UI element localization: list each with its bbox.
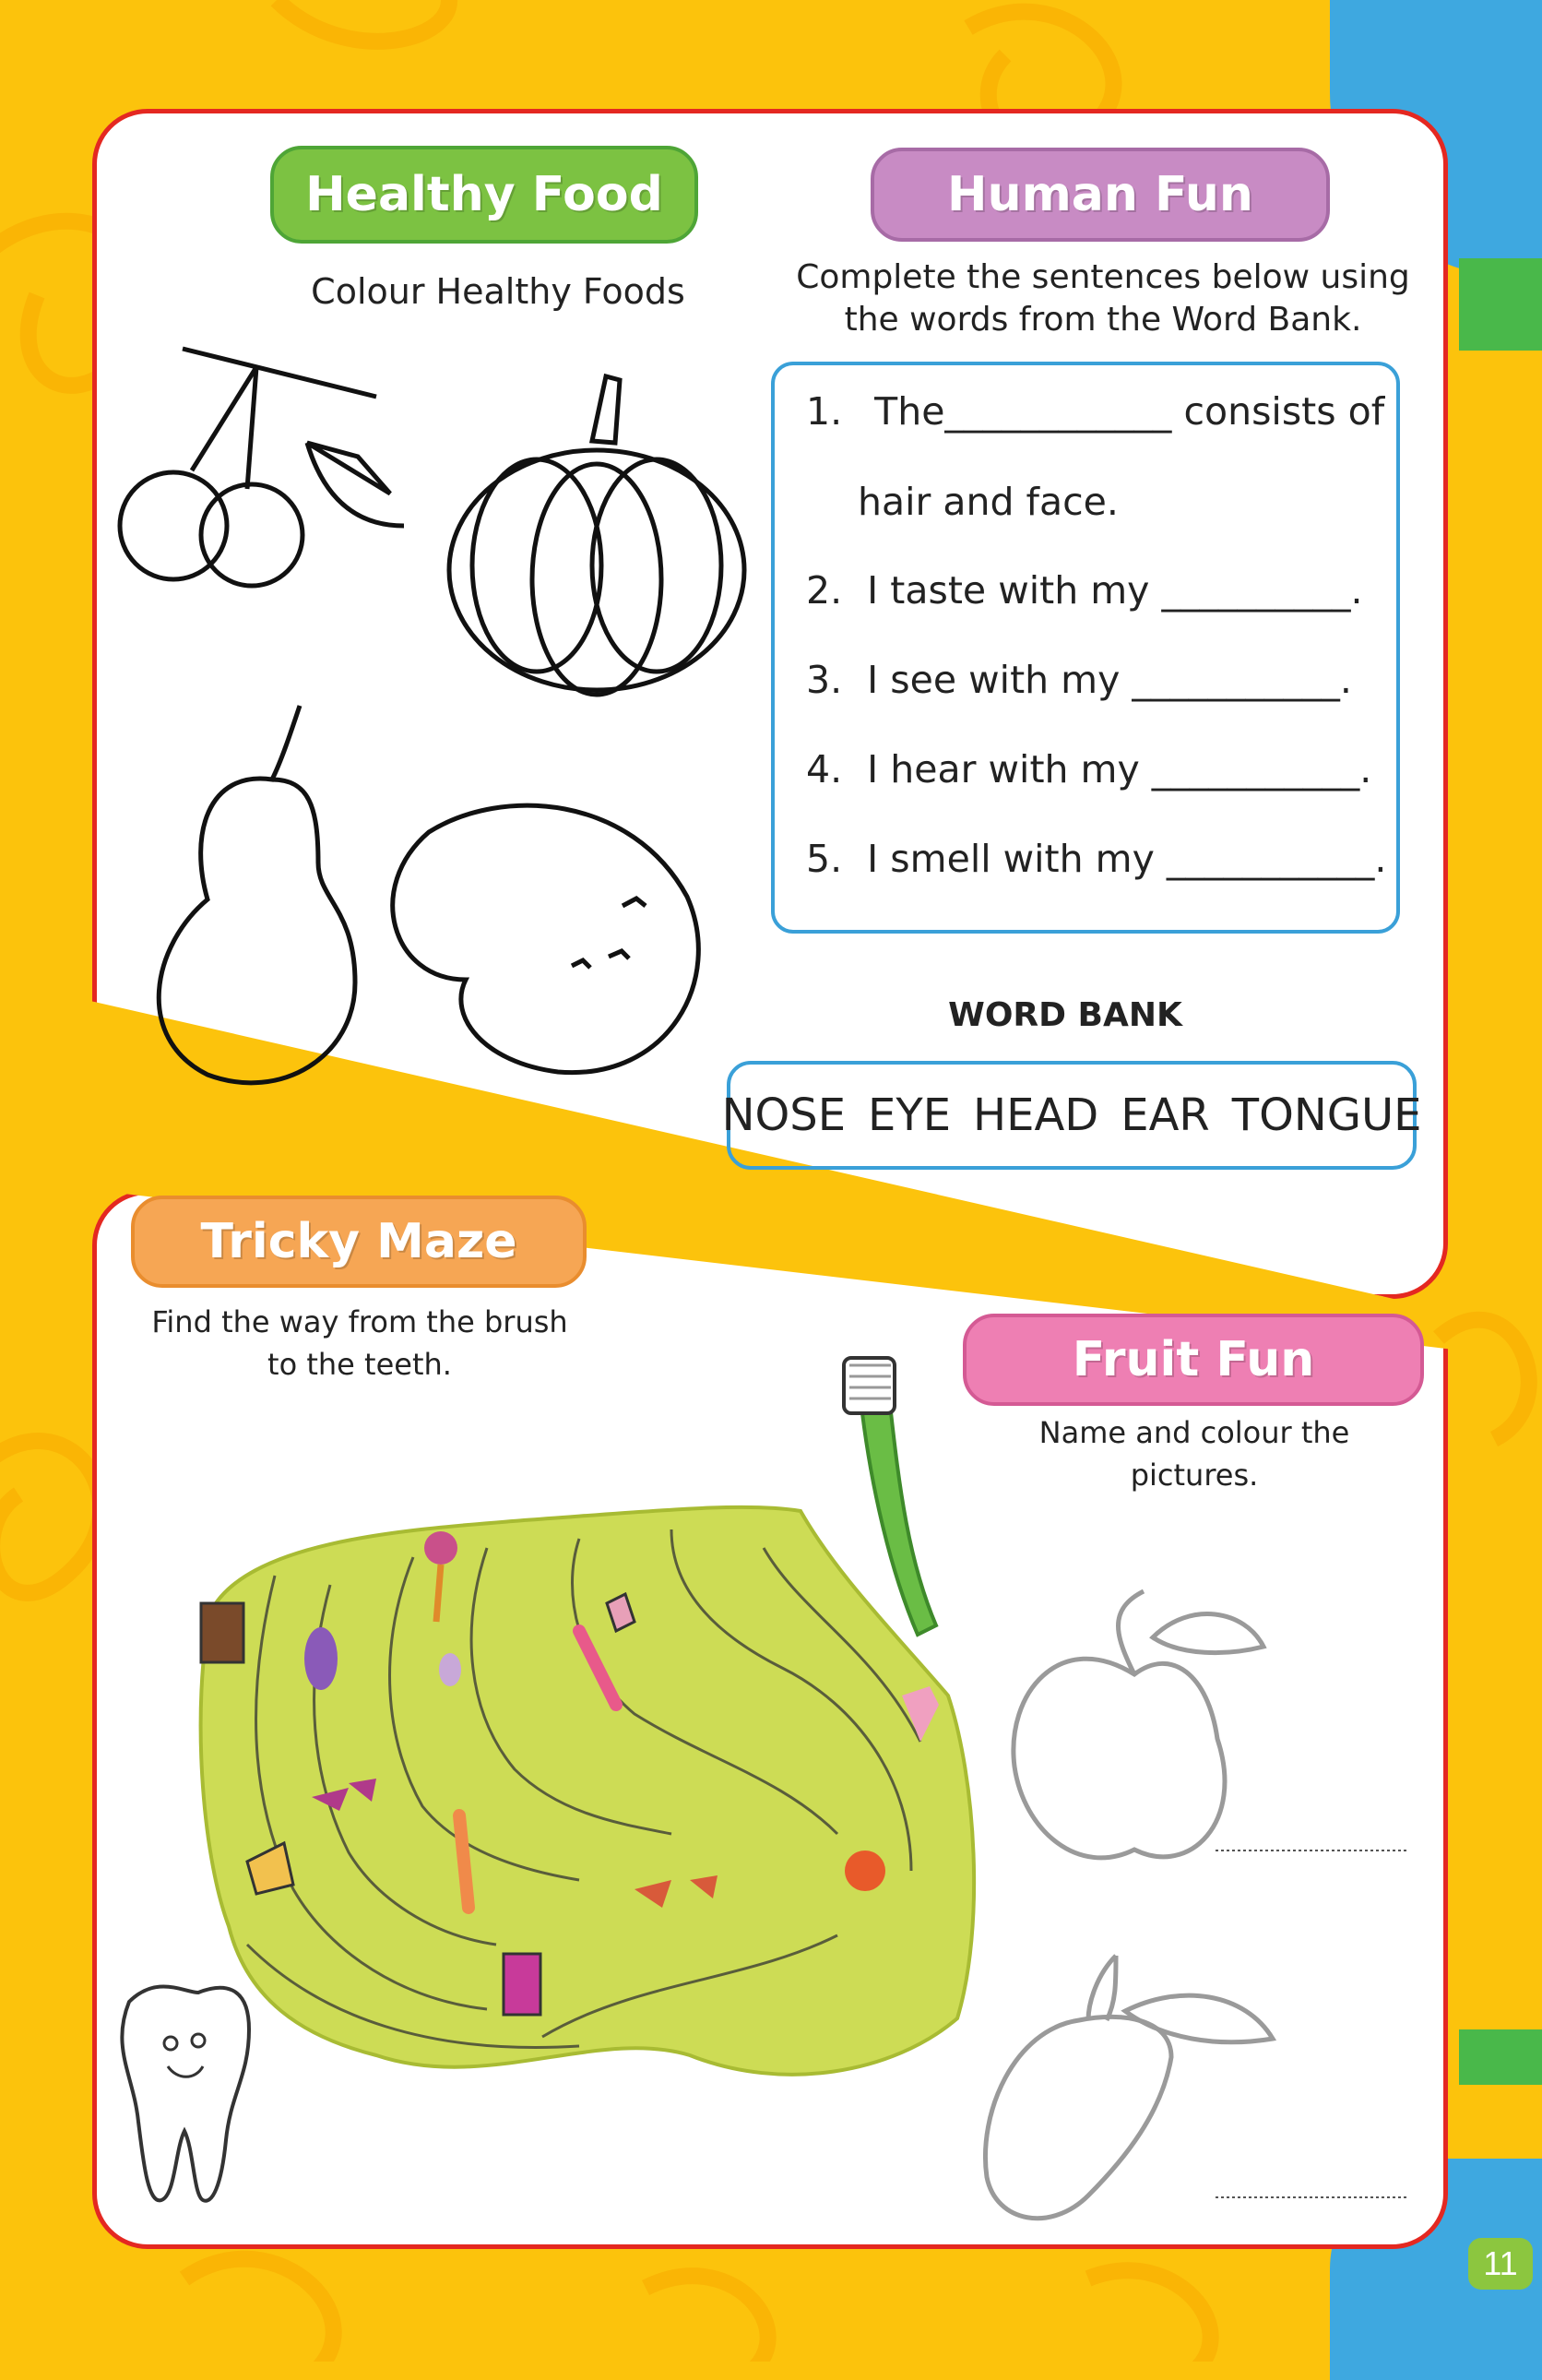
healthy-food-title: Healthy Food — [270, 146, 698, 244]
tricky-maze-instruction-line2: to the teeth. — [267, 1347, 452, 1382]
mango-drawing — [978, 1928, 1282, 2232]
corner-green-strip-bottom — [1459, 2029, 1542, 2085]
word-bank-title: WORD BANK — [948, 996, 1182, 1034]
sentence-number: 3. — [806, 658, 843, 702]
answer-line-mango — [1216, 2196, 1409, 2199]
potato-drawing — [374, 795, 715, 1090]
fruit-fun-instruction-line1: Name and colour the — [1038, 1415, 1350, 1450]
sentence-3 — [806, 658, 1352, 702]
tricky-maze-instruction-line1: Find the way from the brush — [151, 1304, 568, 1339]
answer-line-apple — [1216, 1849, 1409, 1852]
pear-drawing — [134, 706, 374, 1093]
word-bank-item: NOSE — [721, 1089, 847, 1141]
cherries-drawing — [109, 341, 422, 600]
fruit-fun-title: Fruit Fun — [963, 1314, 1424, 1406]
sentence-4 — [806, 747, 1371, 791]
word-bank-item: HEAD — [973, 1089, 1099, 1141]
page-number: 11 — [1468, 2238, 1533, 2290]
sentence-1-continued — [858, 480, 1119, 524]
sentence-text: I taste with my __________. — [867, 568, 1363, 613]
sentence-number: 2. — [806, 568, 843, 613]
tricky-maze-title: Tricky Maze — [131, 1196, 587, 1288]
word-bank-item: EAR — [1121, 1089, 1210, 1141]
healthy-food-instruction: Colour Healthy Foods — [311, 271, 685, 312]
sentence-number: 5. — [806, 837, 843, 881]
corner-green-strip — [1459, 258, 1542, 351]
sentence-text: I see with my ___________. — [867, 658, 1352, 702]
sentence-text: I smell with my ___________. — [867, 837, 1387, 881]
fruit-fun-instruction-line2: pictures. — [1130, 1458, 1259, 1493]
sentence-text: hair and face. — [858, 480, 1119, 524]
sentences-box — [771, 362, 1400, 934]
sentence-1 — [806, 389, 1384, 434]
sentence-text: I hear with my ___________. — [867, 747, 1372, 791]
word-bank-item: EYE — [868, 1089, 952, 1141]
pumpkin-drawing — [435, 367, 758, 699]
sentence-number: 1. — [806, 389, 843, 434]
word-bank — [721, 1061, 1422, 1170]
tooth-drawing — [111, 1974, 258, 2214]
sentence-2 — [806, 568, 1362, 613]
sentence-text: The____________ consists of — [874, 389, 1385, 434]
apple-drawing — [1005, 1582, 1273, 1877]
human-fun-title: Human Fun — [871, 148, 1330, 242]
human-fun-instruction-line2: the words from the Word Bank. — [844, 301, 1362, 339]
sentence-number: 4. — [806, 747, 843, 791]
maze-board — [192, 1502, 985, 2111]
sentence-5 — [806, 837, 1386, 881]
human-fun-instruction-line1: Complete the sentences below using — [796, 258, 1410, 296]
word-bank-item: TONGUE — [1231, 1089, 1422, 1141]
